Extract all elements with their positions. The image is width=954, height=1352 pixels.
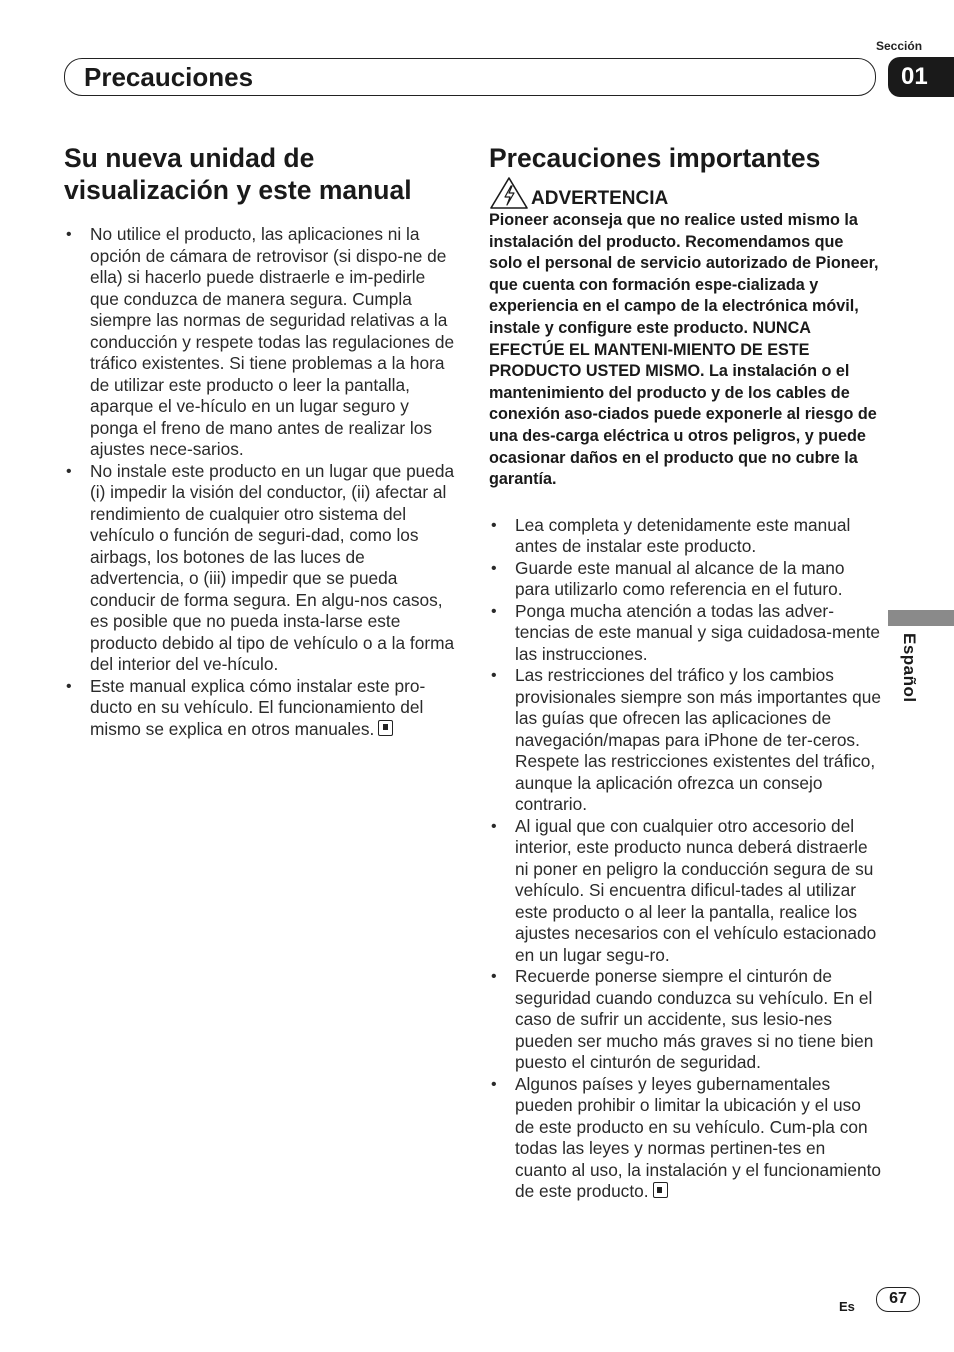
section-number-badge: 01 (888, 57, 954, 97)
right-bullet-3-text: Ponga mucha atención a todas las adver-tencias de este manual y siga cuidadosa-mente las instrucciones. (515, 600, 881, 664)
language-tab-label: Español (900, 633, 919, 703)
section-label: Sección (876, 39, 923, 53)
right-bullet-1 (489, 515, 881, 558)
left-bullet-2-text: No instale este producto en un lugar que pueda (i) impedir la visión del conductor, (ii) afectar al rendimiento de cualquier otro sistema del vehículo o función de seguri-dad, como los airbags, los botones de las luces de advertencia, o (iii) impedir que se pueda conducir de forma segura. En algu-nos casos, es posible que no pueda insta-larse este producto debido al tipo de vehículo o a la forma del interior del ve-hículo. (90, 460, 455, 674)
left-bullet-3-text: Este manual explica cómo instalar este pro-ducto en su vehículo. El funcionamiento del mismo se explica en otros manuales. (90, 675, 426, 739)
right-bullet-4-text: Las restricciones del tráfico y los cambios provisionales siempre son más importantes que las guías que ofrecen las aplicaciones de navegación/mapas para iPhone de ter-ceros. Respete las restricciones existentes del tráfico, aunque la aplicación ofrezca un consejo contrario. (515, 665, 881, 815)
footer-page-number: 67 (876, 1287, 920, 1312)
left-bullet-2 (64, 461, 456, 676)
left-column (64, 142, 456, 740)
warning-triangle-icon (489, 176, 529, 210)
left-bullet-3 (64, 676, 456, 741)
right-bullet-5 (489, 816, 881, 967)
right-bullet-2 (489, 558, 881, 601)
warning-text: Pioneer aconseja que no realice usted mismo la instalación del producto. Recomendamos que solo el personal de servicio autorizado de Pioneer, que cuenta con formación espe-cializada y experiencia en el campo de la electrónica móvil, instale y configure este producto. NUNCA EFECTÚE EL MANTENI-MIENTO DE ESTE PRODUCTO USTED MISMO. La instalación o el mantenimiento del producto y de los cables de conexión aso-ciados puede exponerle al riesgo de una des-carga eléctrica u otros peligros, y puede ocasionar daños en el producto que no cubre la garantía. (489, 211, 879, 489)
right-column (489, 142, 881, 1203)
right-bullet-7 (489, 1074, 881, 1203)
end-of-section-icon (653, 1182, 668, 1198)
right-bullet-6 (489, 966, 881, 1074)
right-bullet-5-text: Al igual que con cualquier otro accesorio del interior, este producto nunca deberá distraerle ni poner en peligro la conducción segura de su vehículo. Si encuentra dificul-tades al utilizar este producto o al leer la pantalla, realice los ajustes necesarios con el vehículo estacionado en un lugar segu-ro. (515, 815, 877, 965)
right-bullet-3 (489, 601, 881, 666)
right-bullet-list (489, 515, 881, 1203)
left-bullet-list (64, 224, 456, 740)
right-bullet-1-text: Lea completa y detenidamente este manual antes de instalar este producto. (515, 514, 851, 557)
left-bullet-1-text: No utilice el producto, las aplicaciones ni la opción de cámara de retrovisor (si dispo-ne de ella) si hacerlo puede distraerle e im-pedirle que conduzca de manera segura. Cumpla siempre las normas de seguridad relativas a la conducción y respete todas las regulaciones de tráfico existentes. Si tiene problemas a la hora de utilizar este producto o leer la pantalla, aparque el ve-hículo en un lugar seguro y ponga el freno de mano antes de realizar los ajustes nece-sarios. (90, 224, 455, 459)
left-heading: Su nueva unidad de visualización y este manual (64, 143, 412, 205)
page-header-title: Precauciones (84, 62, 254, 92)
footer-language-code: Es (839, 1299, 855, 1314)
left-bullet-1 (64, 224, 456, 461)
warning-title (489, 176, 881, 210)
right-bullet-4 (489, 665, 881, 816)
right-bullet-6-text: Recuerde ponerse siempre el cinturón de seguridad cuando conduzca su vehículo. En el caso de sufrir un accidente, sus lesio-nes pueden ser mucho más graves si no tiene bien puesto el cinturón de seguridad. (515, 966, 874, 1073)
right-bullet-2-text: Guarde este manual al alcance de la mano para utilizarlo como referencia en el futuro. (515, 557, 845, 600)
language-tab-marker (888, 610, 954, 626)
right-bullet-7-text: Algunos países y leyes gubernamentales pueden prohibir o limitar la ubicación y el uso de este producto en su vehículo. Cum-pla con todas las leyes y normas pertinen-tes en cuanto al uso, la instalación y el funcionamiento de este producto. (515, 1073, 882, 1202)
end-of-section-icon (378, 720, 393, 736)
warning-label: ADVERTENCIA (531, 188, 669, 209)
right-heading: Precauciones importantes (489, 143, 821, 173)
